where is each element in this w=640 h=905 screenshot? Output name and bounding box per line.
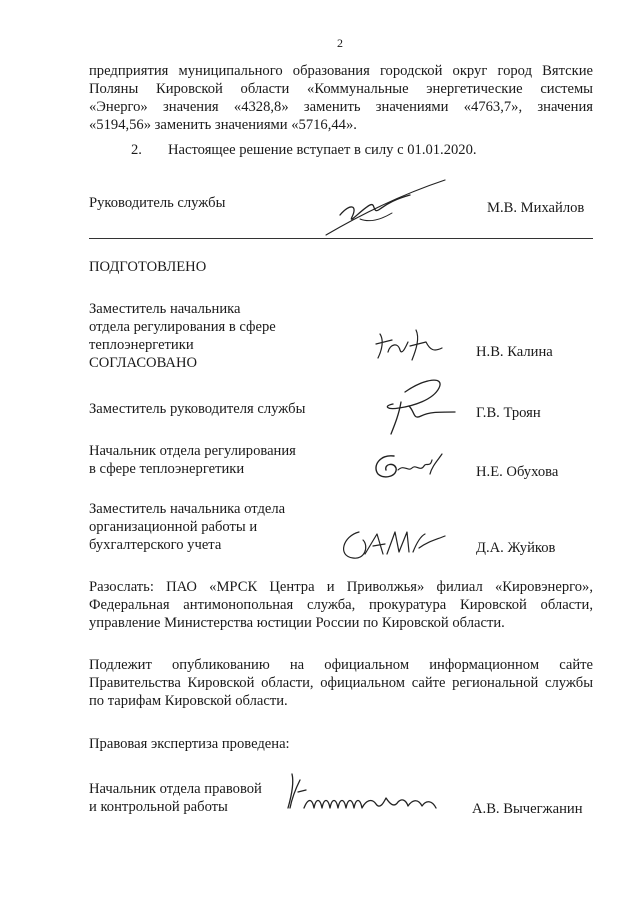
decision-paragraph-1 bbox=[89, 62, 593, 134]
head-name: М.В. Михайлов bbox=[487, 200, 585, 216]
prepared-heading: ПОДГОТОВЛЕНО bbox=[89, 259, 207, 275]
separator-line bbox=[89, 238, 593, 239]
paragraph-line: Федеральная антимонопольная служба, прокуратура Кировской области, bbox=[89, 597, 593, 613]
legal-heading: Правовая экспертиза проведена: bbox=[89, 736, 290, 752]
paragraph-line: предприятия муниципального образования городской округ город Вятские bbox=[89, 63, 593, 79]
head-signature-image bbox=[300, 175, 450, 245]
troyan-signature-image bbox=[365, 372, 475, 442]
agreed-role-3 bbox=[89, 500, 285, 554]
agreed-name-1: Г.В. Троян bbox=[476, 405, 541, 421]
legal-name: А.В. Вычегжанин bbox=[472, 801, 583, 817]
publication-paragraph bbox=[89, 656, 593, 710]
kalina-signature-image bbox=[370, 322, 450, 367]
role-line: Заместитель начальника bbox=[89, 301, 241, 317]
paragraph-line: Подлежит опубликованию на официальном информационном сайте bbox=[89, 657, 593, 673]
agreed-role-2 bbox=[89, 442, 296, 478]
role-line: бухгалтерского учета bbox=[89, 537, 222, 553]
page-number: 2 bbox=[337, 36, 343, 50]
agreed-name-2: Н.Е. Обухова bbox=[476, 464, 559, 480]
agreed-name-3: Д.А. Жуйков bbox=[476, 540, 556, 556]
role-line: Начальник отдела регулирования bbox=[89, 443, 296, 459]
role-line: теплоэнергетики bbox=[89, 337, 194, 353]
role-line: отдела регулирования в сфере bbox=[89, 319, 276, 335]
agreed-role-1: Заместитель руководителя службы bbox=[89, 401, 306, 417]
role-line: организационной работы и bbox=[89, 519, 258, 535]
obukhova-signature-image bbox=[368, 446, 448, 486]
paragraph-line: Правительства Кировской области, официальном сайте региональной службы bbox=[89, 675, 593, 691]
prepared-role bbox=[89, 300, 276, 354]
paragraph-line: «5194,56» заменить значениями «5716,44». bbox=[89, 117, 357, 133]
role-line: Заместитель начальника отдела bbox=[89, 501, 286, 517]
paragraph-line: «Энерго» значения «4328,8» заменить значениями «4763,7», значения bbox=[89, 99, 593, 115]
paragraph-line: управление Министерства юстиции России по Кировской области. bbox=[89, 615, 505, 631]
role-line: и контрольной работы bbox=[89, 799, 228, 815]
distribution-paragraph bbox=[89, 578, 593, 632]
paragraph-line: Поляны Кировской области «Коммунальные энергетические системы bbox=[89, 81, 593, 97]
legal-role bbox=[89, 780, 262, 816]
paragraph-line: по тарифам Кировской области. bbox=[89, 693, 288, 709]
role-line: в сфере теплоэнергетики bbox=[89, 461, 245, 477]
agreed-heading: СОГЛАСОВАНО bbox=[89, 355, 198, 371]
paragraph-line: Разослать: ПАО «МРСК Центра и Приволжья» филиал «Кировэнерго», bbox=[89, 579, 593, 595]
item-2-number: 2. bbox=[131, 142, 142, 158]
prepared-name: Н.В. Калина bbox=[476, 344, 553, 360]
head-role: Руководитель службы bbox=[89, 195, 226, 211]
item-2-text: Настоящее решение вступает в силу с 01.01.2020. bbox=[168, 142, 477, 158]
zhuikov-signature-image bbox=[335, 522, 455, 564]
vychegzhanin-signature-image bbox=[282, 768, 442, 830]
role-line: Начальник отдела правовой bbox=[89, 781, 262, 797]
